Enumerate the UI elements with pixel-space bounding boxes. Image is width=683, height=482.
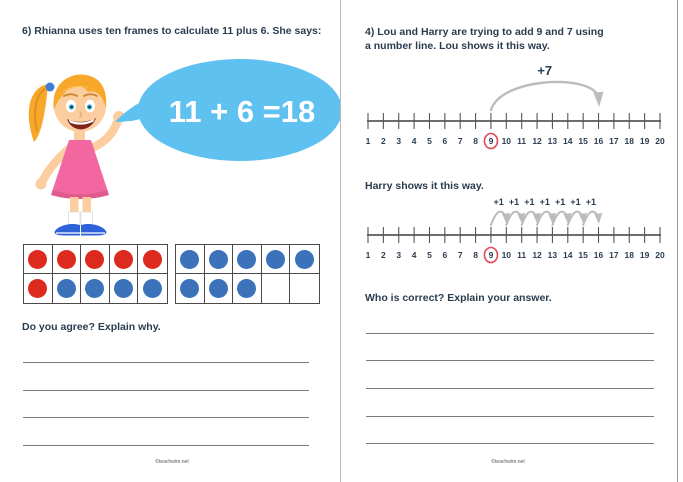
- ten-frame-cell: [262, 245, 291, 274]
- counter-dot-blue: [266, 250, 285, 269]
- tick-label: 6: [442, 250, 448, 260]
- jump-arrowhead: [594, 92, 604, 108]
- tick-label: 1: [365, 136, 371, 146]
- girl-right-pupil: [88, 106, 91, 109]
- tick-label: 19: [639, 136, 650, 146]
- harry-number-line: [355, 192, 675, 270]
- hop-label: +1: [554, 197, 566, 207]
- tick-label: 16: [593, 136, 604, 146]
- tick-label: 17: [609, 136, 619, 146]
- girl-left-shoe: [55, 224, 80, 236]
- tick-label: 12: [532, 136, 542, 146]
- tick-label: 8: [473, 250, 478, 260]
- answer-line: [23, 390, 309, 391]
- ten-frame-cell: [205, 245, 234, 274]
- counter-dot-blue: [143, 279, 162, 298]
- hop-label: +1: [585, 197, 596, 207]
- tick-label: 5: [427, 250, 432, 260]
- speech-bubble: [112, 58, 340, 166]
- girl-left-sock: [69, 212, 81, 225]
- ten-frame-cell: [233, 274, 262, 303]
- page-divider: [340, 0, 341, 482]
- right-question-title-line1: 4) Lou and Harry are trying to add 9 and 7 using: [365, 26, 604, 38]
- ten-frame-cell: [205, 274, 234, 303]
- answer-line: [23, 362, 309, 363]
- ten-frame-cell: [138, 274, 167, 303]
- hop-label: +1: [570, 197, 581, 207]
- counter-dot-red: [143, 250, 162, 269]
- right-footer: ©teachwire.net: [491, 459, 525, 465]
- answer-line: [23, 445, 309, 446]
- tick-label: 18: [624, 250, 634, 260]
- counter-dot-blue: [57, 279, 76, 298]
- counter-dot-blue: [85, 279, 104, 298]
- counter-dot-blue: [114, 279, 133, 298]
- tick-label: 3: [396, 250, 402, 260]
- ten-frame-cell: [290, 274, 319, 303]
- ten-frame-cell: [290, 245, 319, 274]
- ten-frame-cell: [138, 245, 167, 274]
- girl-left-hand: [36, 179, 47, 190]
- jump-label: +7: [537, 63, 553, 78]
- hop-arrowhead: [594, 213, 602, 224]
- answer-line: [366, 333, 654, 334]
- girl-dress: [51, 140, 109, 199]
- tick-label: 4: [411, 136, 417, 146]
- tick-label: 15: [578, 136, 588, 146]
- ten-frame-cell: [81, 274, 110, 303]
- answer-line: [366, 416, 654, 417]
- tick-label: 15: [578, 250, 588, 260]
- left-prompt: Do you agree? Explain why.: [22, 321, 161, 333]
- answer-line: [366, 360, 654, 361]
- right-prompt: Who is correct? Explain your answer.: [365, 292, 552, 304]
- right-page-edge: [677, 0, 678, 482]
- ten-frame-cell: [110, 245, 139, 274]
- counter-dot-red: [57, 250, 76, 269]
- answer-line: [23, 417, 309, 418]
- tick-label: 14: [563, 136, 573, 146]
- ten-frame-2: [175, 244, 320, 304]
- counter-dot-blue: [209, 279, 228, 298]
- tick-label: 5: [427, 136, 432, 146]
- tick-label: 11: [517, 136, 527, 146]
- counter-dot-blue: [237, 279, 256, 298]
- lou-number-line: [355, 58, 675, 153]
- tick-label: 19: [639, 250, 650, 260]
- tick-label: 11: [517, 250, 527, 260]
- tick-label: 8: [473, 136, 478, 146]
- right-question-title-line2: a number line. Lou shows it this way.: [365, 40, 550, 52]
- counter-dot-red: [114, 250, 133, 269]
- tick-label: 7: [457, 250, 463, 260]
- answer-line: [366, 388, 654, 389]
- hop-label: +1: [539, 197, 550, 207]
- harry-caption: Harry shows it this way.: [365, 180, 484, 192]
- hop-arc: [491, 212, 505, 225]
- ten-frame-cell: [110, 274, 139, 303]
- ten-frames: [23, 244, 320, 304]
- tick-label: 20: [655, 250, 665, 260]
- counter-dot-blue: [237, 250, 256, 269]
- ten-frame-cell: [262, 274, 291, 303]
- tick-label: 17: [609, 250, 619, 260]
- tick-label: 13: [547, 250, 558, 260]
- girl-left-pupil: [70, 106, 73, 109]
- left-question-title: 6) Rhianna uses ten frames to calculate 11 plus 6. She says:: [22, 25, 322, 37]
- ten-frame-cell: [53, 245, 82, 274]
- ten-frame-cell: [176, 274, 205, 303]
- ten-frame-cell: [81, 245, 110, 274]
- tick-label: 12: [532, 250, 542, 260]
- jump-arc: [491, 82, 598, 110]
- speech-bubble-text: 11 + 6 =18: [168, 94, 316, 129]
- tick-label: 4: [411, 250, 417, 260]
- tick-label: 16: [593, 250, 604, 260]
- counter-dot-blue: [180, 250, 199, 269]
- tick-label: 7: [457, 136, 463, 146]
- ten-frame-cell: [24, 245, 53, 274]
- tick-label: 6: [442, 136, 448, 146]
- ten-frame-1: [23, 244, 168, 304]
- ten-frame-cell: [176, 245, 205, 274]
- answer-line: [366, 443, 654, 444]
- tick-label: 14: [563, 250, 573, 260]
- tick-label: 9: [488, 136, 494, 146]
- ten-frame-cell: [53, 274, 82, 303]
- counter-dot-red: [85, 250, 104, 269]
- tick-label: 2: [381, 250, 386, 260]
- girl-hairtie: [46, 83, 55, 92]
- counter-dot-blue: [295, 250, 314, 269]
- tick-label: 9: [488, 250, 494, 260]
- tick-label: 13: [547, 136, 558, 146]
- tick-label: 18: [624, 136, 634, 146]
- hop-label: +1: [493, 197, 504, 207]
- hop-label: +1: [508, 197, 520, 207]
- tick-label: 20: [655, 136, 665, 146]
- ten-frame-cell: [24, 274, 53, 303]
- girl-ponytail: [29, 84, 48, 142]
- girl-right-sock: [81, 212, 93, 225]
- tick-label: 10: [501, 136, 512, 146]
- girl-right-shoe: [81, 224, 106, 236]
- tick-label: 10: [501, 250, 512, 260]
- tick-label: 3: [396, 136, 402, 146]
- counter-dot-red: [28, 279, 47, 298]
- tick-label: 1: [365, 250, 371, 260]
- tick-label: 2: [381, 136, 386, 146]
- ten-frame-cell: [233, 245, 262, 274]
- counter-dot-blue: [209, 250, 228, 269]
- left-footer: ©teachwire.net: [155, 459, 189, 465]
- counter-dot-red: [28, 250, 47, 269]
- hop-label: +1: [524, 197, 535, 207]
- counter-dot-blue: [180, 279, 199, 298]
